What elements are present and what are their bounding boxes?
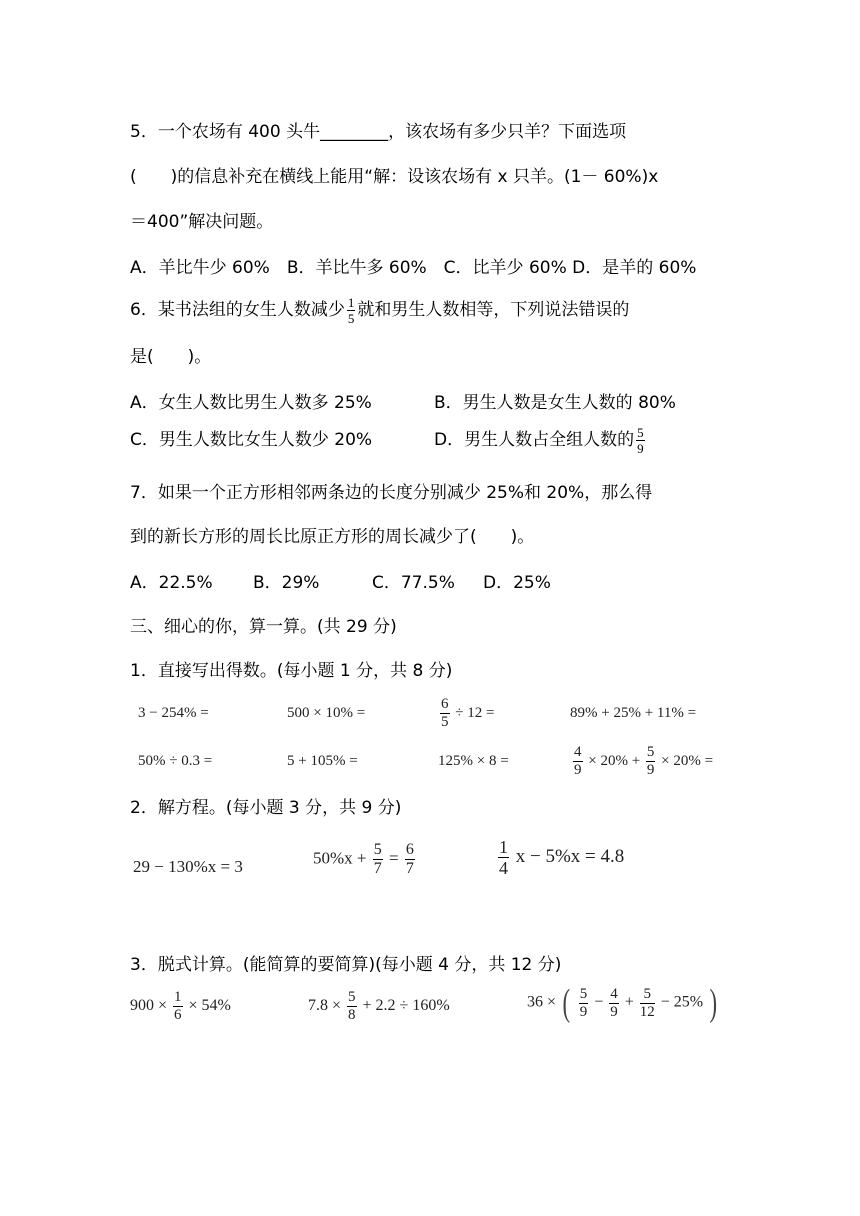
q6-fraction: $\frac{1}{5}$ [347,294,355,326]
right-paren: ) [709,982,718,1024]
q5-line3: ＝400”解决问题。 [130,212,274,232]
q6-line2: 是( )。 [130,347,212,367]
q7-option-d: D．25% [483,573,551,593]
q7-option-c: C．77.5% [372,573,455,593]
calc-r2-4: $\frac{4}{9}$ × 20% + $\frac{5}{9}$ × 20% = [574,744,714,778]
calc-r2-3: 125% × 8 = [438,753,509,769]
calc-step-3: 36 × ( $\frac{5}{9}$ − $\frac{4}{9}$ + $\frac{5}{12}$ − 25% ) [527,982,718,1024]
q5-line1: 5．一个农场有 400 头牛________，该农场有多少只羊？下面选项 [130,122,627,142]
equation-2: 50%x + $\frac{5}{7}$ = $\frac{6}{7}$ [313,841,414,877]
q7-line1: 7．如果一个正方形相邻两条边的长度分别减少 25%和 20%，那么得 [130,483,653,503]
section3-sub3: 3．脱式计算。(能简算的要简算)(每小题 4 分，共 12 分) [130,955,562,975]
q7-line2: 到的新长方形的周长比原正方形的周长减少了( )。 [130,527,535,547]
calc-step-1: 900 × $\frac{1}{6}$ × 54% [130,989,231,1023]
q7-option-a: A．22.5% [130,573,213,593]
q7-option-b: B．29% [253,573,320,593]
calc-r1-3: $\frac{6}{5}$ ÷ 12 = [441,696,495,730]
calc-r1-2: 500 × 10% = [287,705,366,721]
left-paren: ( [562,982,571,1024]
q6-option-b: B．男生人数是女生人数的 80% [434,393,676,413]
q6-line1 [130,295,629,325]
q6-option-d: D．男生人数占全组人数的 $\frac{5}{9}$ [434,424,644,456]
equation-3: $\frac{1}{4}$ x − 5%x = 4.8 [499,837,625,878]
q6-option-a: A．女生人数比男生人数多 25% [130,393,372,413]
q6-option-d-fraction: $\frac{5}{9}$ [637,424,644,456]
q6-post: 就和男生人数相等，下列说法错误的 [357,300,630,320]
section3-sub1: 1．直接写出得数。(每小题 1 分，共 8 分) [130,661,453,681]
section3-title: 三、细心的你，算一算。(共 29 分) [130,617,397,637]
q6-pre: 6．某书法组的女生人数减少 [130,300,345,320]
calc-step-2: 7.8 × $\frac{5}{8}$ + 2.2 ÷ 160% [308,989,450,1023]
calc-r1-1: 3 − 254% = [138,705,209,721]
section3-sub2: 2．解方程。(每小题 3 分，共 9 分) [130,798,402,818]
calc-r2-1: 50% ÷ 0.3 = [138,753,213,769]
q6-option-c: C．男生人数比女生人数少 20% [130,430,373,450]
calc-r1-4: 89% + 25% + 11% = [570,705,697,721]
equation-1: 29 − 130%x = 3 [133,857,243,876]
q5-options: A．羊比牛少 60% B．羊比牛多 60% C．比羊少 60% D．是羊的 60% [130,258,697,278]
calc-r2-2: 5 + 105% = [287,753,358,769]
q5-line2: ( )的信息补充在横线上能用“解：设该农场有 x 只羊。(1－ 60%)x [130,167,659,187]
